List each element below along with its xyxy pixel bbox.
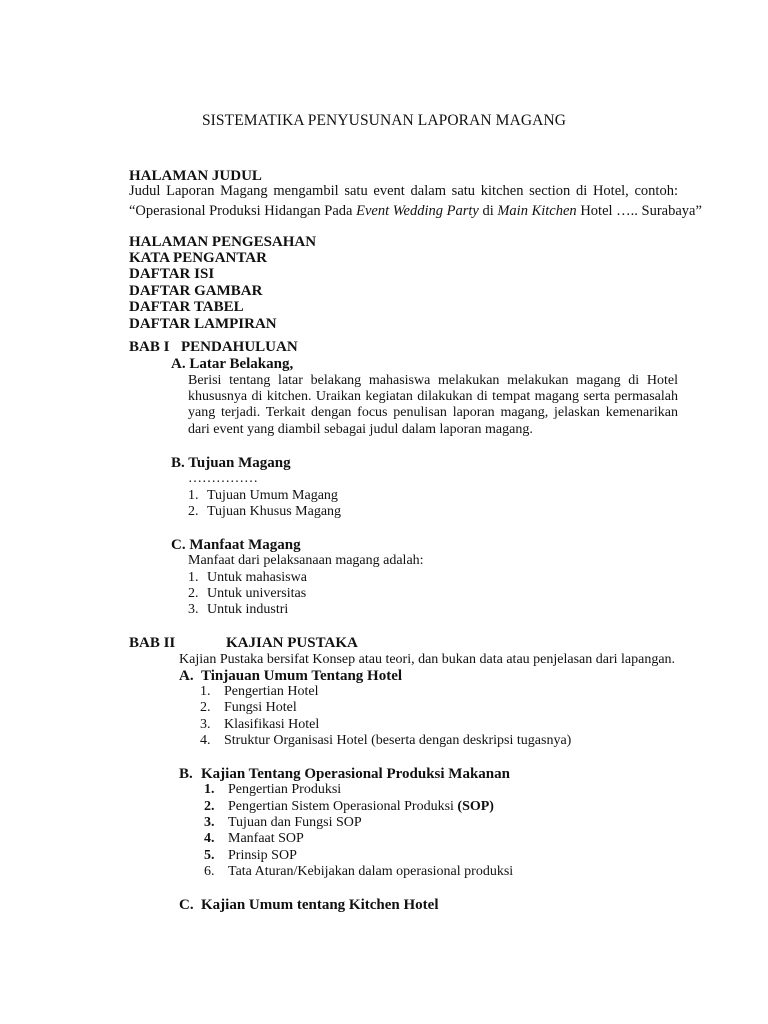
list-text: Pengertian Produksi: [228, 782, 342, 797]
list-number: 6.: [204, 864, 215, 879]
list-number: 1.: [188, 488, 199, 503]
list-item: [204, 831, 304, 847]
front-matter-item: DAFTAR TABEL: [129, 299, 244, 315]
list-number: 2.: [188, 504, 199, 519]
front-matter-item: DAFTAR ISI: [129, 266, 215, 282]
list-item: [200, 733, 571, 749]
list-item: [188, 570, 307, 586]
bab1-a-heading: A. Latar Belakang,: [171, 356, 294, 372]
list-item: [204, 815, 362, 831]
list-item: [200, 717, 319, 733]
list-number: 1.: [188, 570, 199, 585]
list-number: 3.: [204, 815, 215, 830]
example-text-d: Main Kitchen: [497, 203, 577, 219]
example-text-c: di: [478, 203, 498, 219]
front-matter-item: DAFTAR LAMPIRAN: [129, 316, 277, 332]
bab1-a-line: dari event yang diambil sebagai judul dalam laporan magang.: [188, 422, 533, 437]
bab1-a-line: khususnya di kitchen. Uraikan kegiatan dilakukan di tempat magang serta permasalah: [188, 389, 678, 404]
bab1-b-heading: B. Tujuan Magang: [171, 455, 291, 471]
list-text: Klasifikasi Hotel: [224, 717, 320, 732]
list-text: Untuk industri: [207, 602, 289, 617]
page-title: SISTEMATIKA PENYUSUNAN LAPORAN MAGANG: [201, 112, 567, 129]
example-text-a: “Operasional Produksi Hidangan Pada: [129, 203, 357, 219]
bab1-title: PENDAHULUAN: [181, 339, 298, 355]
bab1-c-intro: Manfaat dari pelaksanaan magang adalah:: [188, 553, 424, 568]
list-number: 1.: [200, 684, 211, 699]
list-item: [204, 864, 513, 880]
section-heading-text: Tinjauan Umum Tentang Hotel: [201, 668, 403, 684]
list-text: Fungsi Hotel: [224, 700, 297, 715]
bab1-b-dots: ……………: [188, 471, 258, 486]
list-item: [204, 799, 494, 815]
front-matter-item: HALAMAN PENGESAHAN: [129, 234, 317, 250]
list-number: 1.: [204, 782, 215, 797]
section-heading-text: Kajian Tentang Operasional Produksi Makanan: [201, 766, 510, 782]
list-text: Manfaat SOP: [228, 831, 304, 846]
list-number: 4.: [200, 733, 211, 748]
example-text-b: Event Wedding Party: [356, 203, 479, 219]
bab1-c-heading: C. Manfaat Magang: [171, 537, 301, 553]
section-letter: C.: [179, 897, 194, 913]
list-text: Pengertian Sistem Operasional Produksi: [228, 799, 458, 814]
bab1-a-line: Berisi tentang latar belakang mahasiswa melakukan melakukan magang di Hotel: [188, 373, 678, 388]
list-item: [200, 684, 318, 700]
example-text-e: Hotel ….. Surabaya”: [576, 203, 702, 219]
halaman-judul-heading: HALAMAN JUDUL: [129, 168, 262, 184]
bab2-c-heading: [179, 897, 439, 914]
list-text: Untuk universitas: [207, 586, 307, 601]
section-heading-text: Kajian Umum tentang Kitchen Hotel: [201, 897, 439, 913]
bab2-label: BAB II: [129, 635, 176, 651]
list-text: Untuk mahasiswa: [207, 570, 307, 585]
list-text: Tujuan Khusus Magang: [207, 504, 342, 519]
halaman-judul-line-2: [129, 203, 702, 220]
list-item: [204, 782, 341, 798]
bab2-b-heading: [179, 766, 510, 783]
section-letter: A.: [179, 668, 194, 684]
list-item: [204, 848, 297, 864]
list-number: 3.: [200, 717, 211, 732]
sop-abbreviation: (SOP): [457, 799, 494, 814]
list-number: 2.: [188, 586, 199, 601]
list-item: [200, 700, 297, 716]
list-number: 5.: [204, 848, 215, 863]
list-text: Pengertian Hotel: [224, 684, 319, 699]
bab1-label: BAB I: [129, 339, 170, 355]
list-number: 3.: [188, 602, 199, 617]
list-text: Struktur Organisasi Hotel (beserta dengan deskripsi tugasnya): [224, 733, 572, 748]
list-text: Tujuan Umum Magang: [207, 488, 338, 503]
list-text: Tata Aturan/Kebijakan dalam operasional produksi: [228, 864, 514, 879]
list-number: 4.: [204, 831, 215, 846]
front-matter-item: KATA PENGANTAR: [129, 250, 267, 266]
bab1-a-line: yang terjadi. Terkait dengan focus penulisan laporan magang, jelaskan kemenarikan: [188, 405, 678, 420]
halaman-judul-line-1: Judul Laporan Magang mengambil satu event dalam satu kitchen section di Hotel, contoh:: [129, 183, 678, 199]
list-text: Tujuan dan Fungsi SOP: [228, 815, 362, 830]
list-item: [188, 586, 306, 602]
list-text: Prinsip SOP: [228, 848, 297, 863]
list-number: 2.: [204, 799, 215, 814]
section-letter: B.: [179, 766, 193, 782]
list-item: [188, 504, 341, 520]
front-matter-item: DAFTAR GAMBAR: [129, 283, 263, 299]
bab2-a-heading: [179, 668, 402, 685]
bab2-intro: Kajian Pustaka bersifat Konsep atau teori, dan bukan data atau penjelasan dari lapangan.: [179, 652, 676, 667]
list-item: [188, 602, 288, 618]
list-number: 2.: [200, 700, 211, 715]
bab2-title: KAJIAN PUSTAKA: [226, 635, 358, 651]
list-item: [188, 488, 338, 504]
